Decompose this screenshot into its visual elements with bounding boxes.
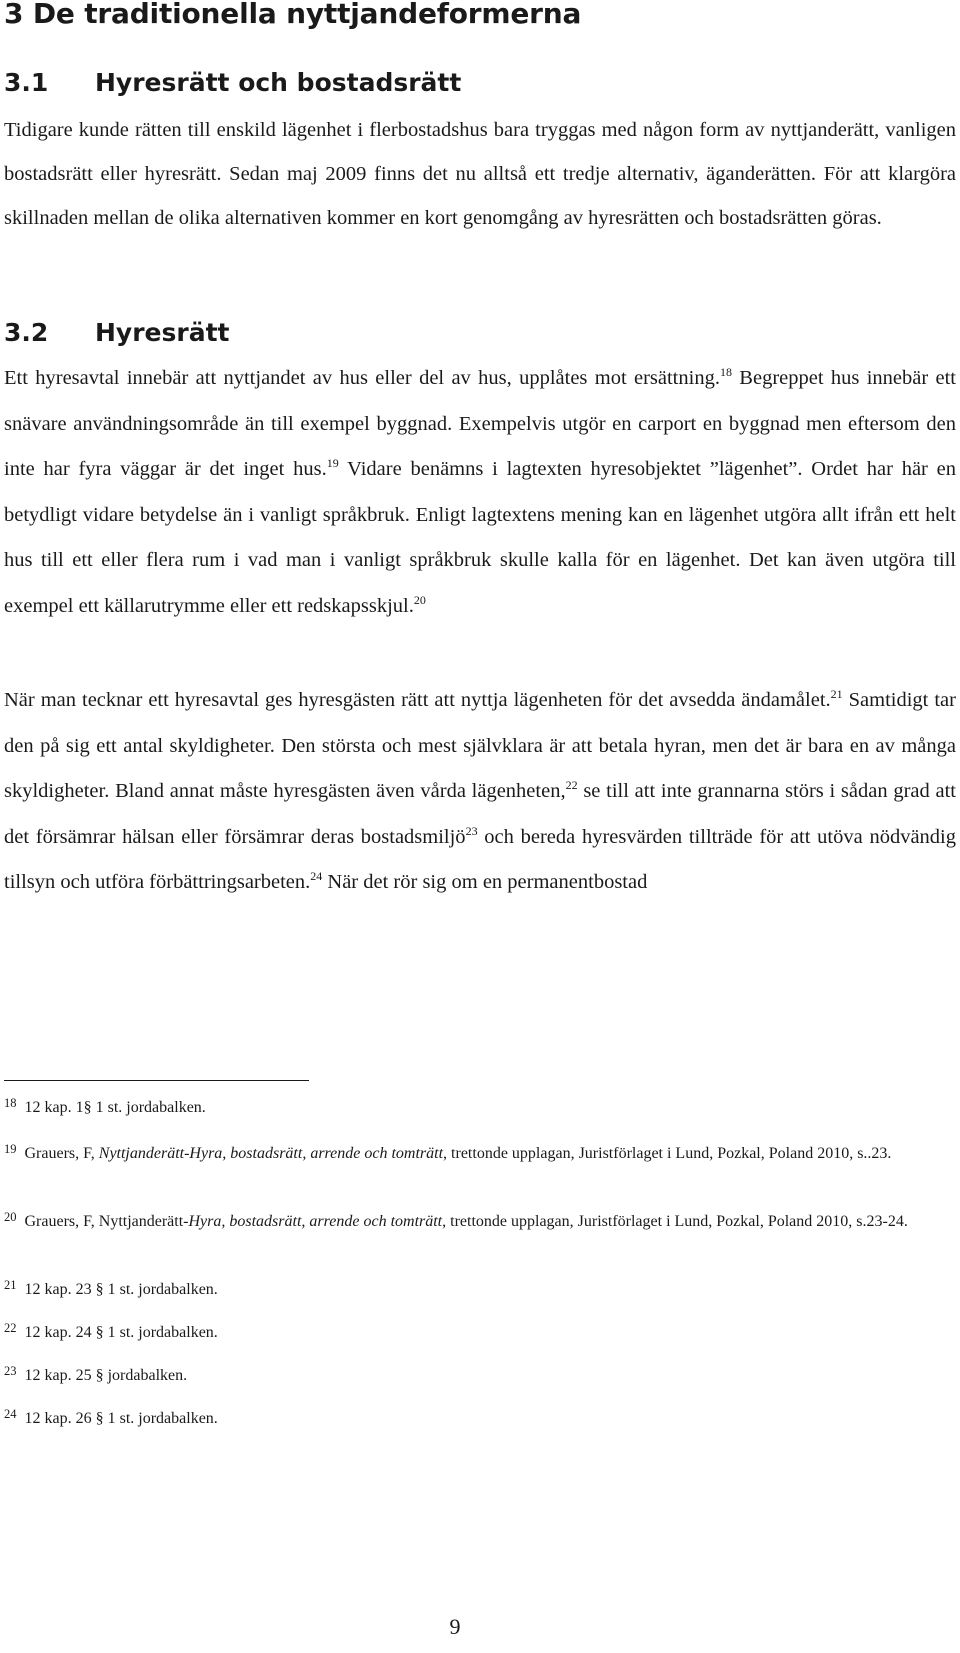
footnote-number: 23 — [4, 1364, 17, 1378]
footnote-book-title: Hyra, bostadsrätt, arrende och tomträtt — [188, 1213, 443, 1230]
footnote-number: 18 — [4, 1096, 17, 1110]
chapter-title: 3 De traditionella nyttjandeformerna — [4, 0, 582, 30]
section-heading-3-1 — [4, 66, 461, 100]
footnote-text: Grauers, F, — [24, 1145, 99, 1162]
footnote-ref: 23 — [465, 823, 478, 838]
paragraph-intro: Tidigare kunde rätten till enskild lägenhet i flerbostadshus bara tryggas med någon form av nyttjanderätt, vanligen bostadsrätt eller hyresrätt. Sedan maj 2009 finns det nu alltså ett tredje alternativ, äganderätten. För att klargöra skillnaden mellan de olika alternativen kommer en kort genomgång av hyresrätten och bostadsrätten göras. — [4, 119, 956, 229]
footnote-ref: 20 — [413, 592, 426, 607]
footnote — [4, 1319, 956, 1346]
footnote-text: Grauers, F, Nyttjanderätt- — [24, 1213, 189, 1230]
footnote-text: 12 kap. 25 § jordabalken. — [24, 1367, 188, 1384]
footnote-text: , trettonde upplagan, Juristförlaget i Lund, Pozkal, Poland 2010, s..23. — [443, 1145, 892, 1162]
footnote — [4, 1276, 956, 1303]
page-number: 9 — [449, 1614, 461, 1639]
text-run: När det rör sig om en permanentbostad — [322, 871, 648, 893]
text-run: Begreppet hus innebär ett snävare användningsområde än till exempel byggnad. Exempelvis utgör en carport en byggnad men eftersom den inte har fyra väggar är det inget hus. — [4, 367, 956, 480]
footnote-separator — [4, 1080, 309, 1081]
text-run: se till att inte grannarna störs i sådan grad att det försämrar hälsan eller försämrar deras bostadsmiljö — [4, 780, 956, 848]
footnote — [4, 1208, 956, 1235]
footnote-ref: 21 — [830, 687, 843, 701]
footnote — [4, 1405, 956, 1432]
footnote-text: 12 kap. 23 § 1 st. jordabalken. — [24, 1281, 218, 1298]
footnote — [4, 1362, 956, 1389]
footnote — [4, 1094, 956, 1121]
footnote-text: 12 kap. 24 § 1 st. jordabalken. — [24, 1324, 218, 1341]
paragraph-hyresavtal — [4, 356, 956, 629]
section-number: 3.2 — [4, 318, 49, 347]
text-run: och bereda hyresvärden tillträde för att utöva nödvändig tillsyn och utföra förbättringsarbeten. — [4, 825, 956, 893]
footnote-number: 21 — [4, 1278, 17, 1292]
footnote-ref: 24 — [310, 869, 323, 883]
footnote-ref: 22 — [565, 778, 578, 792]
footnote-text: , trettonde upplagan, Juristförlaget i Lund, Pozkal, Poland 2010, s.23-24. — [442, 1213, 908, 1230]
text-run: När man tecknar ett hyresavtal ges hyresgästen rätt att nyttja lägenheten för det avsedda ändamålet. — [4, 689, 831, 711]
footnote-text: 12 kap. 1§ 1 st. jordabalken. — [24, 1099, 206, 1116]
text-run: Vidare benämns i lagtexten hyresobjektet ”lägenhet”. Ordet har här en betydligt vidare betydelse än i vanligt språkbruk. Enligt lagtextens mening kan en lägenhet utgöra allt ifrån ett helt hus till ett eller flera rum i vad man i vanligt språkbruk skulle kalla för en lägenhet. Det kan även utgöra till exempel ett källarutrymme eller ett redskapsskjul. — [4, 458, 956, 617]
section-heading-3-2 — [4, 316, 230, 350]
footnote-ref: 19 — [326, 456, 339, 470]
text-run: Ett hyresavtal innebär att nyttjandet av hus eller del av hus, upplåtes mot ersättning. — [4, 367, 720, 389]
footnote-number: 20 — [4, 1210, 17, 1224]
footnote-ref: 18 — [719, 365, 732, 379]
section-title: Hyresrätt och bostadsrätt — [95, 68, 462, 97]
footnote-text: 12 kap. 26 § 1 st. jordabalken. — [24, 1410, 218, 1427]
footnote-book-title: Nyttjanderätt-Hyra, bostadsrätt, arrende och tomträtt — [98, 1145, 444, 1162]
paragraph-rattigheter — [4, 678, 956, 906]
section-title: Hyresrätt — [95, 318, 230, 347]
text-run: Samtidigt tar den på sig ett antal skyldigheter. Den största och mest självklara är att betala hyran, men det är bara en av många skyldigheter. Bland annat måste hyresgästen även vårda lägenheten, — [4, 689, 956, 802]
footnote — [4, 1140, 956, 1167]
footnote-number: 22 — [4, 1321, 17, 1335]
footnote-number: 19 — [4, 1142, 17, 1156]
section-number: 3.1 — [4, 68, 49, 97]
footnote-number: 24 — [4, 1407, 17, 1421]
